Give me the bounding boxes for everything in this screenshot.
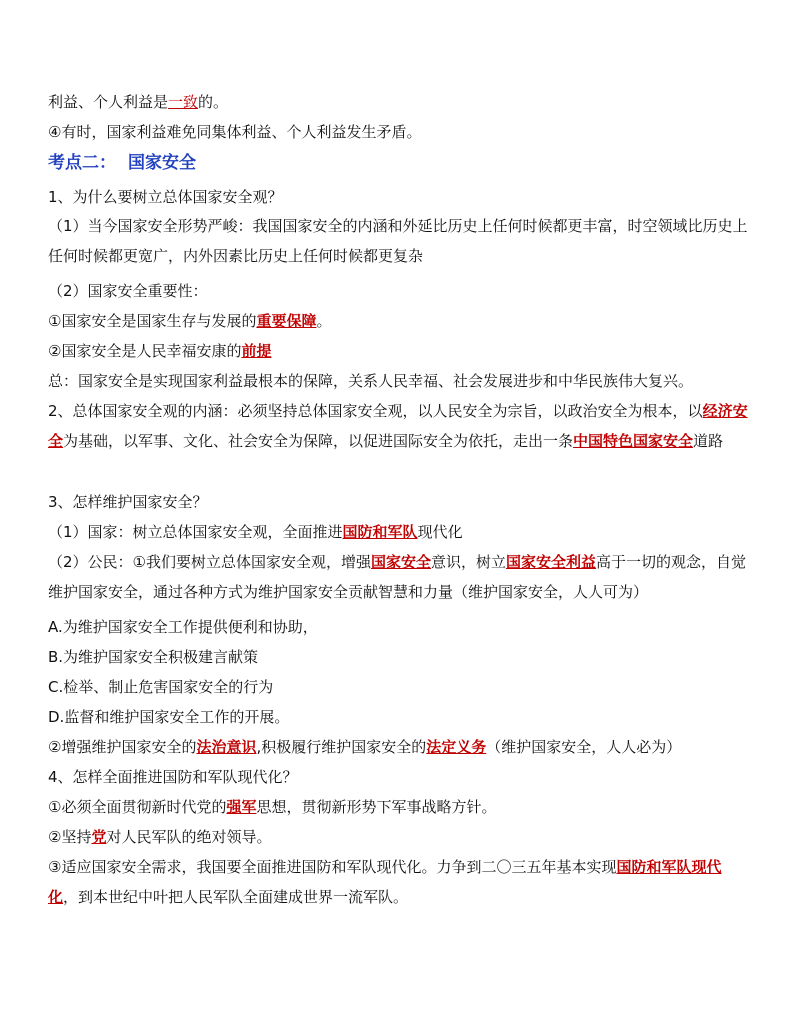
question-3: 3、怎样维护国家安全？ <box>48 493 208 511</box>
option-a: A.为维护国家安全工作提供便利和协助， <box>48 618 318 636</box>
paragraph-happiness-premise: ②国家安全是人民幸福安康的前提 <box>48 342 272 360</box>
keyword-strong-army: 强军 <box>226 798 257 816</box>
question-1: 1、为什么要树立总体国家安全观？ <box>48 188 283 206</box>
paragraph-interest-conflict: ④有时，国家利益难免同集体利益、个人利益发生矛盾。 <box>48 123 422 141</box>
keyword-consistent: 一致 <box>168 93 199 111</box>
question-4: 4、怎样全面推进国防和军队现代化？ <box>48 768 298 786</box>
keyword-party: 党 <box>91 828 107 846</box>
paragraph-interest-consistency: 利益、个人利益是一致的。 <box>48 93 229 111</box>
keyword-security-interest: 国家安全利益 <box>506 553 597 571</box>
keyword-national-security: 国家安全 <box>371 553 432 571</box>
paragraph-summary: 总：国家安全是实现国家利益最根本的保障，关系人民幸福、社会发展进步和中华民族伟大复兴。 <box>48 372 694 390</box>
paragraph-security-concept: 2、总体国家安全观的内涵：必须坚持总体国家安全观，以人民安全为宗旨，以政治安全为根本，以经济安全为基础，以军事、文化、社会安全为保障，以促进国际安全为依托，走出一条中国特色国家安全道路 <box>48 402 748 450</box>
paragraph-modernization-goal: ③适应国家安全需求，我国要全面推进国防和军队现代化。力争到二〇三五年基本实现国防和军队现代化，到本世纪中叶把人民军队全面建成世界一流军队。 <box>48 858 722 906</box>
paragraph-survival-guarantee: ①国家安全是国家生存与发展的重要保障。 <box>48 312 332 330</box>
keyword-defense-modernization: 国防和军队现代化 <box>48 858 722 906</box>
paragraph-citizen-duty: （2）公民：①我们要树立总体国家安全观，增强国家安全意识，树立国家安全利益高于一切的观念，自觉维护国家安全，通过各种方式为维护国家安全贡献智慧和力量（维护国家安全，人人可为） <box>48 553 747 601</box>
keyword-chinese-security-path: 中国特色国家安全 <box>573 432 694 450</box>
keyword-important-guarantee: 重要保障 <box>256 312 317 330</box>
paragraph-security-importance: （2）国家安全重要性： <box>48 282 208 300</box>
keyword-defense-military: 国防和军队 <box>342 523 418 541</box>
option-b: B.为维护国家安全积极建言献策 <box>48 648 259 666</box>
paragraph-nation-duty: （1）国家：树立总体国家安全观，全面推进国防和军队现代化 <box>48 523 463 541</box>
keyword-legal-obligation: 法定义务 <box>426 738 487 756</box>
keyword-legal-awareness: 法治意识 <box>196 738 257 756</box>
paragraph-strong-army: ①必须全面贯彻新时代党的强军思想，贯彻新形势下军事战略方针。 <box>48 798 497 816</box>
keyword-economic-security: 经济安全 <box>48 402 748 450</box>
option-d: D.监督和维护国家安全工作的开展。 <box>48 708 290 726</box>
paragraph-legal-awareness: ②增强维护国家安全的法治意识,积极履行维护国家安全的法定义务（维护国家安全，人人必为） <box>48 738 682 756</box>
option-c: C.检举、制止危害国家安全的行为 <box>48 678 274 696</box>
paragraph-security-situation: （1）当今国家安全形势严峻：我国国家安全的内涵和外延比历史上任何时候都更丰富，时空领域比历史上任何时候都更宽广，内外因素比历史上任何时候都更复杂 <box>48 217 748 265</box>
paragraph-party-leadership: ②坚持党对人民军队的绝对领导。 <box>48 828 272 846</box>
keyword-premise: 前提 <box>241 342 272 360</box>
section-heading-national-security: 考点二： 国家安全 <box>48 153 196 173</box>
